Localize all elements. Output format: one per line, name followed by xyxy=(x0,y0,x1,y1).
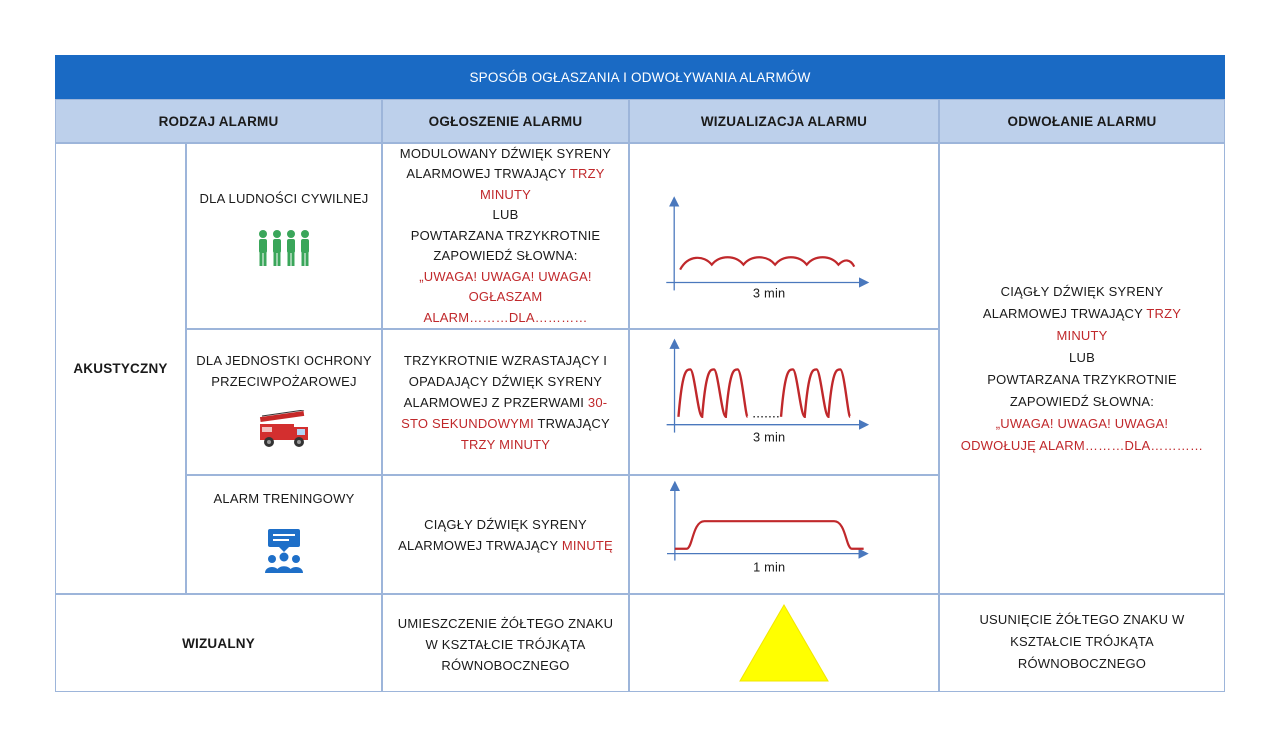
firebrigade-announce-red: 30- xyxy=(587,394,608,410)
header-type xyxy=(55,99,382,143)
training-announce-line: CIĄGŁY DŹWIĘK SYRENY xyxy=(424,516,587,532)
civilians-announce-line xyxy=(406,164,604,185)
firebrigade-announce-red: STO SEKUNDOWYMI xyxy=(401,415,534,431)
visual-announce-cell xyxy=(382,594,629,692)
header-cancel-text: ODWOŁANIE ALARMU xyxy=(1007,113,1157,129)
firebrigade-announce-line: TRZYKROTNIE WZRASTAJĄCY I xyxy=(403,352,608,368)
visual-announce-line: UMIESZCZENIE ŻÓŁTEGO ZNAKU xyxy=(397,616,614,631)
firebrigade-name: DLA JEDNOSTKI OCHRONY xyxy=(196,353,372,368)
acoustic-cancel-cell xyxy=(939,143,1225,594)
cancel-red: TRZY xyxy=(1146,305,1182,321)
header-type-text: RODZAJ ALARMU xyxy=(158,113,279,129)
acoustic-label: AKUSTYCZNY xyxy=(73,361,168,376)
header-cancel xyxy=(939,99,1225,143)
fire-truck-icon xyxy=(256,410,312,450)
visual-label: WIZUALNY xyxy=(182,635,255,651)
header-visual xyxy=(629,99,939,143)
modulated-wave xyxy=(680,257,854,269)
visual-label-cell xyxy=(55,594,382,692)
training-announce-line xyxy=(398,535,613,556)
wave-duration-label: 3 min xyxy=(753,429,786,445)
training-announce-text: ALARMOWEJ TRWAJĄCY xyxy=(398,537,559,553)
civilians-announce-quote: „UWAGA! UWAGA! UWAGA! xyxy=(419,268,592,284)
continuous-wave xyxy=(675,521,864,549)
civilians-announce-quote: OGŁASZAM xyxy=(468,289,543,305)
civilians-announce-line: MODULOWANY DŹWIĘK SYRENY xyxy=(399,145,612,161)
rising-falling-wave-chart xyxy=(629,330,939,474)
header-announce-text: OGŁOSZENIE ALARMU xyxy=(428,113,583,129)
firebrigade-announce-red-line: TRZY MINUTY xyxy=(460,436,551,452)
acoustic-label-cell xyxy=(55,143,186,594)
civilians-announce-line: ZAPOWIEDŹ SŁOWNA: xyxy=(433,248,578,264)
cancel-line xyxy=(983,303,1181,325)
cancel-line: POWTARZANA TRZYKROTNIE xyxy=(987,371,1177,387)
firebrigade-announce-line xyxy=(404,392,608,413)
civilians-visual-cell xyxy=(629,143,939,329)
civilians-announce-text: ALARMOWEJ TRWAJĄCY xyxy=(406,166,567,182)
cancel-text: ALARMOWEJ TRWAJĄCY xyxy=(982,305,1143,321)
cancel-red-line: MINUTY xyxy=(1056,327,1108,343)
training-visual-cell xyxy=(629,475,939,594)
visual-cancel-cell xyxy=(939,594,1225,692)
firebrigade-announce-line xyxy=(401,413,610,434)
cancel-quote: „UWAGA! UWAGA! UWAGA! xyxy=(995,415,1169,431)
visual-cancel-line: KSZTAŁCIE TRÓJKĄTA xyxy=(1010,634,1154,649)
modulated-wave-chart xyxy=(629,144,939,328)
yellow-triangle-icon xyxy=(736,601,832,685)
wave-duration-label: 3 min xyxy=(752,285,786,301)
rising-falling-wave xyxy=(678,369,747,416)
civilians-announce-cell xyxy=(382,143,629,329)
cancel-line: ZAPOWIEDŹ SŁOWNA: xyxy=(1009,393,1155,409)
firebrigade-name: PRZECIWPOŻAROWEJ xyxy=(211,374,357,389)
civilians-announce-quote: ALARM………DLA………… xyxy=(423,309,588,325)
training-type-cell xyxy=(186,475,382,594)
firebrigade-visual-cell xyxy=(629,329,939,475)
firebrigade-announce-line: OPADAJĄCY DŹWIĘK SYRENY xyxy=(408,373,603,389)
training-name: ALARM TRENINGOWY xyxy=(213,491,355,506)
table-title-text: SPOSÓB OGŁASZANIA I ODWOŁYWANIA ALARMÓW xyxy=(469,69,811,85)
continuous-wave-chart xyxy=(629,476,939,593)
visual-announce-line: W KSZTAŁCIE TRÓJKĄTA xyxy=(425,637,586,652)
alarm-table xyxy=(55,55,1225,692)
training-announce-cell xyxy=(382,475,629,594)
firebrigade-announce-cell xyxy=(382,329,629,475)
wave-duration-label: 1 min xyxy=(753,559,786,575)
civilians-type-cell xyxy=(186,143,382,329)
visual-cancel-line: USUNIĘCIE ŻÓŁTEGO ZNAKU W xyxy=(979,612,1185,627)
visual-sign-cell xyxy=(629,594,939,692)
rising-falling-wave xyxy=(781,369,850,416)
firebrigade-announce-text: TRWAJĄCY xyxy=(537,415,610,431)
visual-announce-line: RÓWNOBOCZNEGO xyxy=(441,658,570,673)
firebrigade-announce-text: ALARMOWEJ Z PRZERWAMI xyxy=(403,394,585,410)
civilians-or: LUB xyxy=(492,207,519,223)
firebrigade-type-cell xyxy=(186,329,382,475)
header-announce xyxy=(382,99,629,143)
visual-cancel-line: RÓWNOBOCZNEGO xyxy=(1017,656,1147,671)
cancel-quote: ODWOŁUJĘ ALARM………DLA………… xyxy=(960,437,1204,453)
header-visual-text: WIZUALIZACJA ALARMU xyxy=(700,113,868,129)
cancel-or: LUB xyxy=(1069,349,1095,365)
training-announce-red: MINUTĘ xyxy=(561,537,613,553)
table-title xyxy=(55,55,1225,99)
civilians-announce-line: POWTARZANA TRZYKROTNIE xyxy=(410,227,601,243)
civilians-announce-red: TRZY xyxy=(569,166,605,182)
people-group-icon xyxy=(256,229,312,269)
civilians-announce-red-line: MINUTY xyxy=(479,186,532,202)
cancel-line: CIĄGŁY DŹWIĘK SYRENY xyxy=(1000,283,1164,299)
civilians-name: DLA LUDNOŚCI CYWILNEJ xyxy=(199,191,369,206)
training-audience-icon xyxy=(262,529,306,575)
